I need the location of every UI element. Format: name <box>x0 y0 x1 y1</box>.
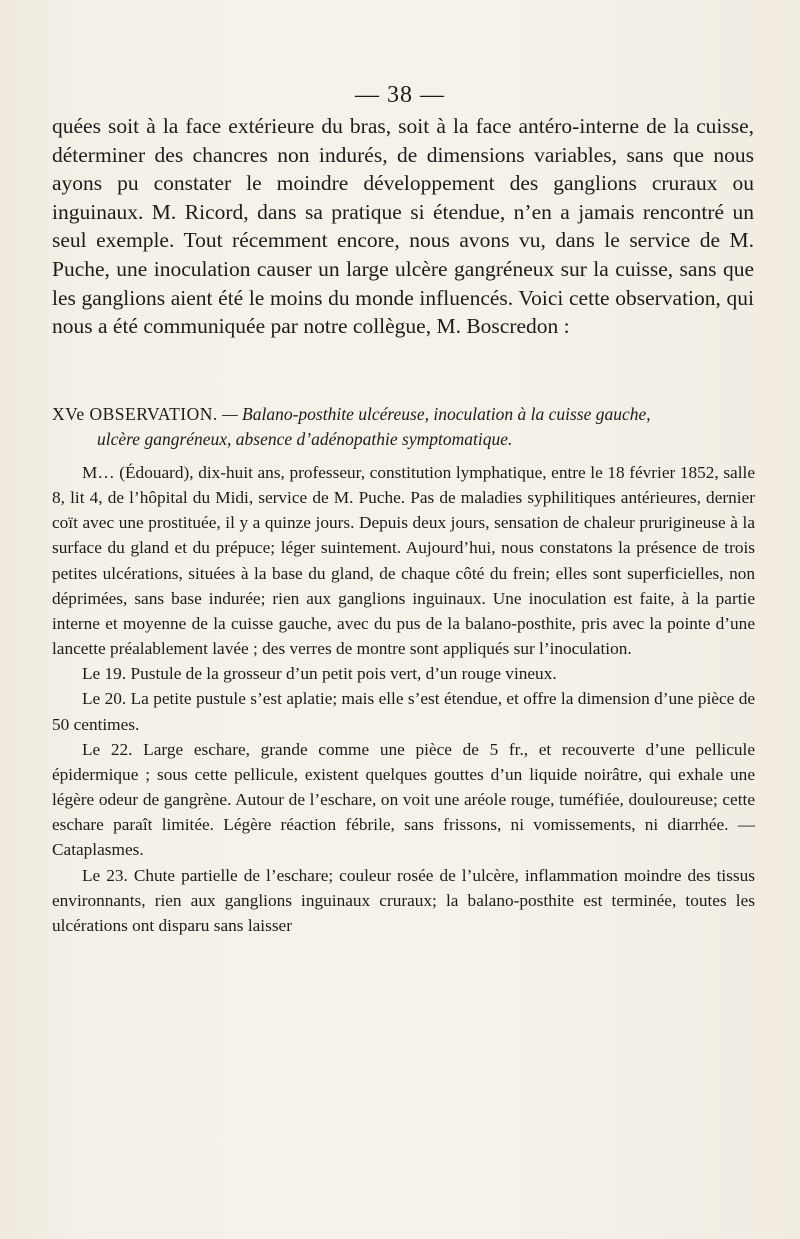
observation-paragraph: M… (Édouard), dix-huit ans, professeur, constitution lymphatique, entre le 18 février 1852, salle 8, lit 4, de l’hôpital du Midi, service de M. Puche. Pas de maladies syphilitiques antérieures, dernier coït avec une prostituée, il y a quinze jours. Depuis deux jours, sensation de chaleur prurigineuse à la surface du gland et du prépuce; léger suintement. Aujourd’hui, nous constatons la présence de trois petites ulcérations, situées à la base du gland, de chaque côté du frein; elles sont superficielles, non déprimées, sans base indurée; rien aux ganglions inguinaux. Une inoculation est faite, à la partie interne et moyenne de la cuisse gauche, avec du pus de la balano-posthite, pris avec la pointe d’une lancette préalablement lavée ; des verres de montre sont appliqués sur l’inoculation. <box>52 463 755 659</box>
intro-text: quées soit à la face extérieure du bras, soit à la face antéro-interne de la cuisse, déterminer des chancres non indurés, de dimensions variables, sans que nous ayons pu constater le moindre développement des ganglions cruraux ou inguinaux. M. Ricord, dans sa pratique si étendue, n’en a jamais rencontré un seul exemple. Tout récemment encore, nous avons vu, dans le service de M. Puche, une inoculation causer un large ulcère gangréneux sur la cuisse, sans que les ganglions aient été le moins du monde influencés. Voici cette observation, qui nous a été communiquée par notre collègue, M. Boscredon : <box>52 114 754 339</box>
page-number: — 38 — <box>355 82 445 108</box>
observation-label: XVe OBSERVATION. <box>52 404 218 424</box>
observation-title-line2: ulcère gangréneux, absence d’adénopathie symptomatique. <box>97 429 513 449</box>
observation-body <box>52 460 755 938</box>
observation-heading <box>52 402 752 452</box>
observation-paragraph: Le 23. Chute partielle de l’eschare; couleur rosée de l’ulcère, inflammation moindre des tissus environnants, rien aux ganglions inguinaux cruraux; la balano-posthite est terminée, toutes les ulcérations ont disparu sans laisser <box>52 865 755 935</box>
observation-paragraph: Le 22. Large eschare, grande comme une pièce de 5 fr., et recouverte d’une pellicule épidermique ; sous cette pellicule, existent quelques gouttes d’un liquide noirâtre, qui exhale une légère odeur de gangrène. Autour de l’eschare, on voit une aréole rouge, tuméfiée, douloureuse; cette eschare paraît limitée. Légère réaction fébrile, sans frissons, ni vomissements, ni diarrhée. — Cataplasmes. <box>52 739 755 860</box>
observation-paragraph: Le 19. Pustule de la grosseur d’un petit pois vert, d’un rouge vineux. <box>82 664 557 684</box>
observation-title-line1: — Balano-posthite ulcéreuse, inoculation à la cuisse gauche, <box>222 404 651 424</box>
observation-paragraph: Le 20. La petite pustule s’est aplatie; mais elle s’est étendue, et offre la dimension d’une pièce de 50 centimes. <box>52 689 755 734</box>
intro-paragraph <box>52 112 754 341</box>
